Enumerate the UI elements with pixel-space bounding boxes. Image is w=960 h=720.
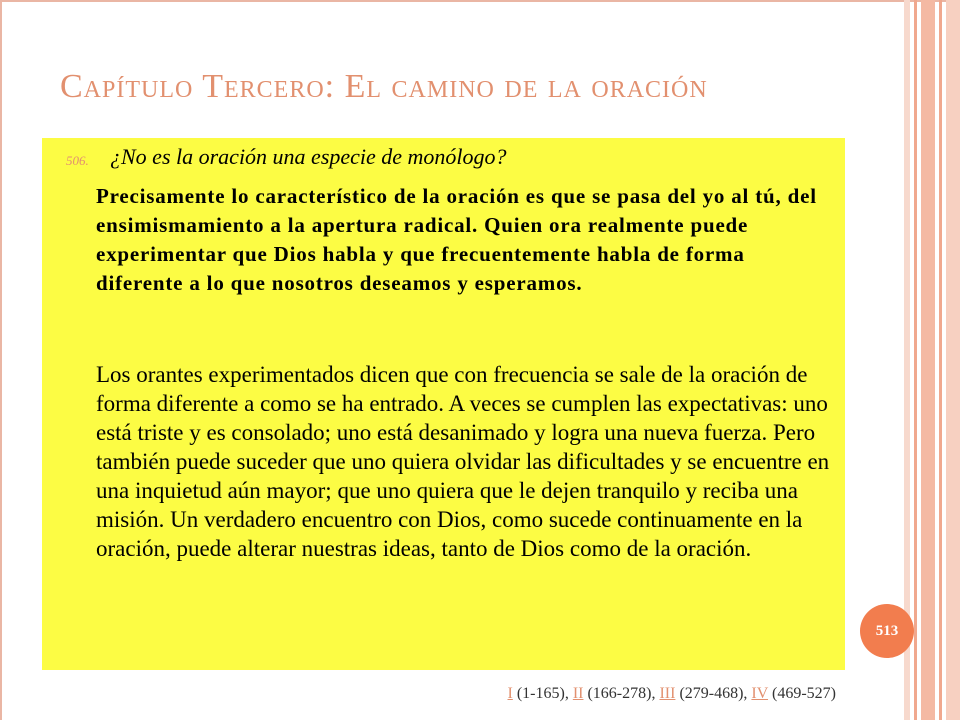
answer-body: Los orantes experimentados dicen que con frecuencia se sale de la oración de forma diferente a como se ha entrado. A veces se cumplen las expectativas: uno está triste y es consolado; uno está desanimado y logra una nueva fuerza. Pero también puede suceder que uno quiera olvidar las dificultades y se encuentre en una inquietud aún mayor; que uno quiera que le dejen tranquilo y reciba una misión. Un verdadero encuentro con Dios, como sucede continuamente en la oración, puede alterar nuestras ideas, tanto de Dios como de la oración. xyxy=(96,362,830,561)
footer-link-iv[interactable]: IV xyxy=(751,685,769,702)
answer-summary: Precisamente lo característico de la oración es que se pasa del yo al tú, del ensimismamiento a la apertura radical. Quien ora realmente puede experimentar que Dios habla y que frecuentemente habla de forma diferente a lo que nosotros deseamos y esperamos. xyxy=(96,184,817,295)
content-box xyxy=(42,138,845,670)
stripe xyxy=(946,0,960,720)
page-number-badge: 513 xyxy=(860,604,914,658)
stripe xyxy=(921,0,935,720)
separator: , xyxy=(564,685,573,702)
footer-link-i[interactable]: I xyxy=(507,685,513,702)
separator: , xyxy=(651,685,660,702)
footer-nav xyxy=(508,685,837,703)
footer-range-ii: (166-278) xyxy=(587,685,652,702)
footer-range-iv: (469-527) xyxy=(772,685,836,702)
decorative-stripes xyxy=(904,0,960,720)
footer-link-ii[interactable]: II xyxy=(572,685,584,702)
question-number: 506. xyxy=(66,153,89,168)
footer-range-i: (1-165) xyxy=(516,685,565,702)
footer-range-iii: (279-468) xyxy=(679,685,744,702)
footer-link-iii[interactable]: III xyxy=(659,685,676,702)
stripe xyxy=(939,0,942,720)
stripe xyxy=(914,0,917,720)
separator: , xyxy=(743,685,752,702)
slide-title: Capítulo Tercero: El camino de la oración xyxy=(60,68,708,105)
question-text: ¿No es la oración una especie de monólogo? xyxy=(110,144,507,169)
